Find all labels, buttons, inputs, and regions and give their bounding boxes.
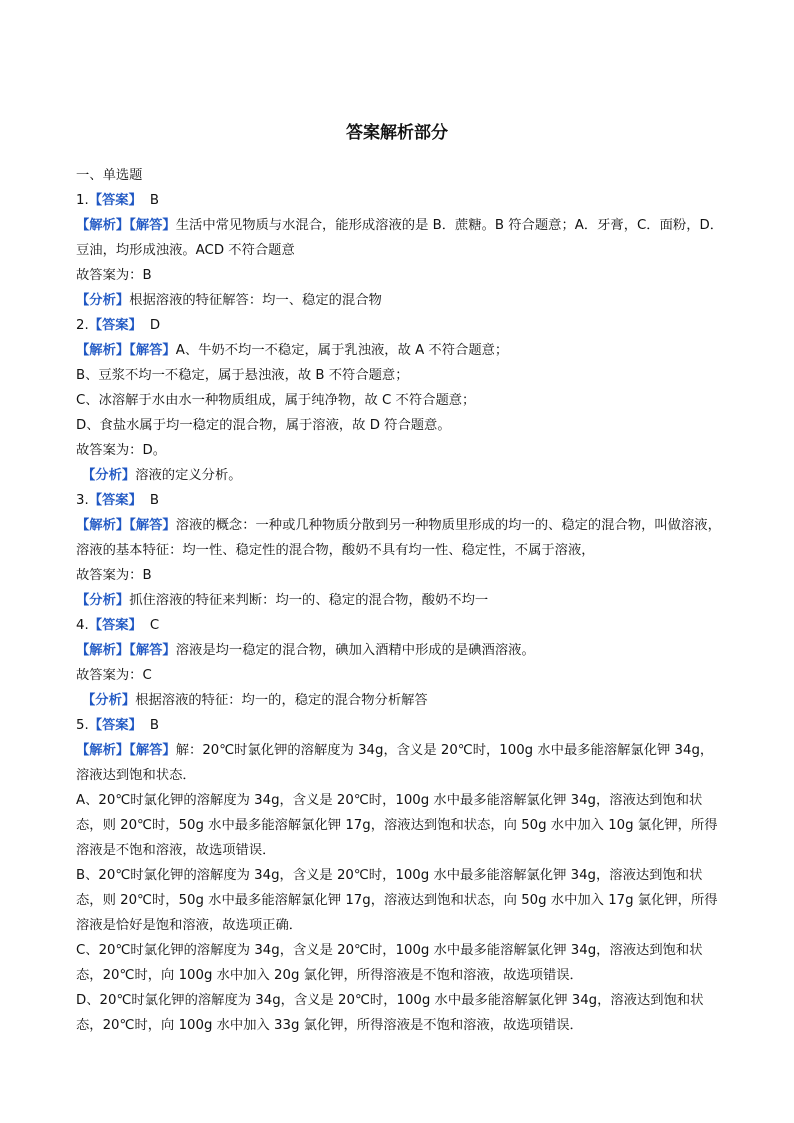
- q5-answer-line: [76, 713, 724, 738]
- q2-analysis: 溶液的定义分析。: [135, 468, 242, 483]
- q5-number: 5.: [76, 718, 89, 733]
- q5-explain: 解：20℃时氯化钾的溶解度为 34g，含义是 20℃时，100g 水中最多能溶解氯化钾 34g，溶液达到饱和状态．: [76, 743, 714, 783]
- q5-option-d: D、20℃时氯化钾的溶解度为 34g，含义是 20℃时，100g 水中最多能溶解氯化钾 34g，溶液达到饱和状态，20℃时，向 100g 水中加入 33g 氯化钾，所得溶液是不饱和溶液，故选项错误．: [76, 993, 704, 1033]
- q2-analysis-line: [76, 463, 724, 488]
- answer-tag: 【答案】: [88, 193, 142, 208]
- q4-analysis: 根据溶液的特征：均一的，稳定的混合物分析解答: [135, 693, 428, 708]
- explain-tag: 【解答】: [129, 343, 176, 358]
- q1-explain-line: [76, 213, 724, 263]
- q1-final: 故答案为：B: [76, 268, 152, 283]
- section-heading: 一、单选题: [76, 168, 143, 183]
- analysis-tag: 【分析】: [76, 593, 130, 608]
- parse-tag: 【解析】: [76, 518, 130, 533]
- analysis-tag: 【分析】: [76, 293, 130, 308]
- q1-explain: 生活中常见物质与水混合，能形成溶液的是 B．蔗糖。B 符合题意；A．牙膏，C．面粉，D．豆油，均形成浊液。ACD 不符合题意: [76, 218, 724, 258]
- q1-analysis: 根据溶液的特征解答：均一、稳定的混合物: [129, 293, 382, 308]
- q4-final: 故答案为：C: [76, 668, 152, 683]
- parse-tag: 【解析】: [76, 343, 130, 358]
- q2-explain-line: [76, 338, 724, 363]
- explain-tag: 【解答】: [129, 643, 176, 658]
- q3-analysis: 抓住溶液的特征来判断：均一的、稳定的混合物，酸奶不均一: [129, 593, 489, 608]
- q3-number: 3.: [76, 493, 89, 508]
- q5-option-c: C、20℃时氯化钾的溶解度为 34g，含义是 20℃时，100g 水中最多能溶解氯化钾 34g，溶液达到饱和状态，20℃时，向 100g 水中加入 20g 氯化钾，所得溶液是不饱和溶液，故选项错误．: [76, 943, 703, 983]
- q2-final: 故答案为：D。: [76, 443, 167, 458]
- analysis-tag: 【分析】: [82, 468, 136, 483]
- q1-number: 1.: [76, 193, 89, 208]
- analysis-tag: 【分析】: [82, 693, 136, 708]
- q1-answer: B: [149, 193, 159, 208]
- parse-tag: 【解析】: [76, 743, 130, 758]
- q4-answer: C: [149, 618, 160, 633]
- q3-final: 故答案为：B: [76, 568, 152, 583]
- parse-tag: 【解析】: [76, 218, 130, 233]
- q2-option-b: B、豆浆不均一不稳定，属于悬浊液，故 B 不符合题意；: [76, 368, 409, 383]
- q5-answer: B: [149, 718, 159, 733]
- answer-tag: 【答案】: [88, 493, 142, 508]
- q3-explain: 溶液的概念：一种或几种物质分散到另一种物质里形成的均一的、稳定的混合物，叫做溶液，溶液的基本特征：均一性、稳定性的混合物，酸奶不具有均一性、稳定性，不属于溶液，: [76, 518, 721, 558]
- q3-answer-line: [76, 488, 724, 513]
- answer-tag: 【答案】: [88, 618, 142, 633]
- q2-number: 2.: [76, 318, 89, 333]
- answer-tag: 【答案】: [88, 718, 142, 733]
- q3-analysis-line: [76, 588, 724, 613]
- q4-analysis-line: [76, 688, 724, 713]
- q2-option-c: C、冰溶解于水由水一种物质组成，属于纯净物，故 C 不符合题意；: [76, 393, 476, 408]
- q3-answer: B: [149, 493, 159, 508]
- q3-explain-line: [76, 513, 724, 563]
- q5-explain-line: [76, 738, 724, 788]
- q2-explain: A、牛奶不均一不稳定，属于乳浊液，故 A 不符合题意；: [175, 343, 509, 358]
- q4-explain: 溶液是均一稳定的混合物，碘加入酒精中形成的是碘酒溶液。: [175, 643, 535, 658]
- q1-analysis-line: [76, 288, 724, 313]
- q2-option-d: D、食盐水属于均一稳定的混合物，属于溶液，故 D 符合题意。: [76, 418, 451, 433]
- answer-tag: 【答案】: [88, 318, 142, 333]
- q4-explain-line: [76, 638, 724, 663]
- answer-content: [76, 163, 724, 1038]
- q2-answer-line: [76, 313, 724, 338]
- explain-tag: 【解答】: [129, 218, 176, 233]
- page-title: 答案解析部分: [346, 123, 448, 143]
- q4-answer-line: [76, 613, 724, 638]
- explain-tag: 【解答】: [129, 518, 176, 533]
- q2-answer: D: [149, 318, 161, 333]
- parse-tag: 【解析】: [76, 643, 130, 658]
- q5-option-b: B、20℃时氯化钾的溶解度为 34g，含义是 20℃时，100g 水中最多能溶解氯化钾 34g，溶液达到饱和状态，则 20℃时，50g 水中最多能溶解氯化钾 17g，溶液达到饱和状态，向 50g 水中加入 17g 氯化钾，所得溶液是恰好是饱和溶液，故选项正确．: [76, 868, 718, 933]
- q1-answer-line: [76, 188, 724, 213]
- q4-number: 4.: [76, 618, 89, 633]
- explain-tag: 【解答】: [129, 743, 176, 758]
- q5-option-a: A、20℃时氯化钾的溶解度为 34g，含义是 20℃时，100g 水中最多能溶解氯化钾 34g，溶液达到饱和状态，则 20℃时，50g 水中最多能溶解氯化钾 17g，溶液达到饱和状态，向 50g 水中加入 10g 氯化钾，所得溶液是不饱和溶液，故选项错误．: [76, 793, 718, 858]
